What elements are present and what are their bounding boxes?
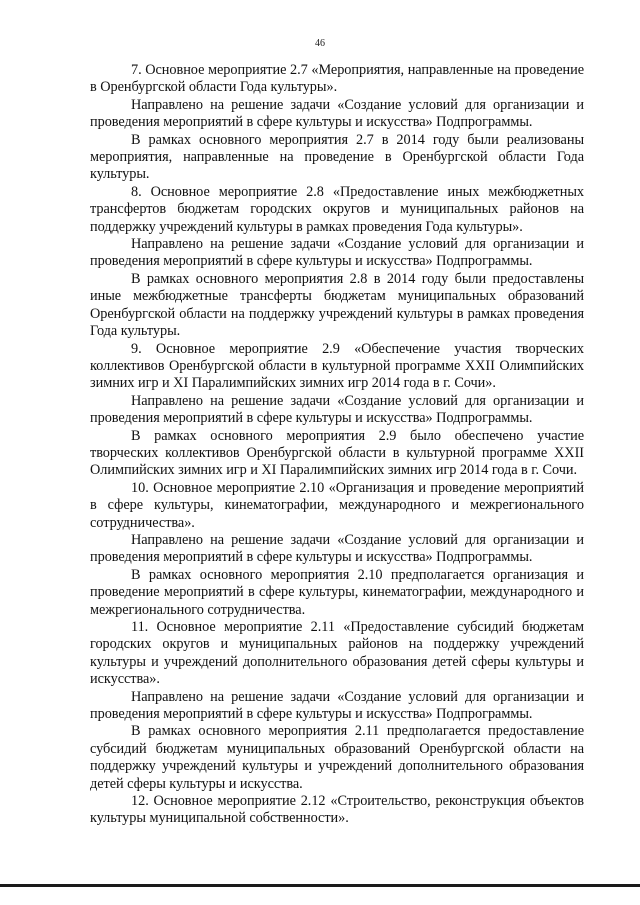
paragraph-item-9-heading: 9. Основное мероприятие 2.9 «Обеспечение участия творческих коллективов Оренбургской области в культурной программе XXII Олимпийских зимних игр и XI Паралимпийских зимних игр 2014 года в г. Сочи».	[90, 340, 584, 392]
document-body	[90, 62, 584, 828]
paragraph-item-7-heading: 7. Основное мероприятие 2.7 «Мероприятия, направленные на проведение в Оренбургской области Года культуры».	[90, 62, 584, 96]
paragraph-item-8-heading: 8. Основное мероприятие 2.8 «Предоставление иных межбюджетных трансфертов бюджетам городских округов и муниципальных районов на поддержку учреждений культуры в рамках проведения Года культуры».	[90, 183, 584, 235]
paragraph-task: Направлено на решение задачи «Создание условий для организации и проведения мероприятий в сфере культуры и искусства» Подпрограммы.	[90, 688, 584, 723]
paragraph-result: В рамках основного мероприятия 2.11 предполагается предоставление субсидий бюджетам муниципальных образований Оренбургской области на поддержку учреждений культуры и учреждений дополнительного образования детей сферы культуры и искусства.	[90, 723, 584, 792]
paragraph-result: В рамках основного мероприятия 2.10 предполагается организация и проведение мероприятий в сфере культуры, кинематографии, международного и межрегионального сотрудничества.	[90, 566, 584, 618]
paragraph-task: Направлено на решение задачи «Создание условий для организации и проведения мероприятий в сфере культуры и искусства» Подпрограммы.	[90, 96, 584, 131]
bottom-scan-edge	[0, 884, 640, 887]
paragraph-item-10-heading: 10. Основное мероприятие 2.10 «Организация и проведение мероприятий в сфере культуры, кинематографии, международного и межрегионального сотрудничества».	[90, 479, 584, 531]
page-number: 46	[315, 38, 325, 49]
paragraph-result: В рамках основного мероприятия 2.9 было обеспечено участие творческих коллективов Оренбургской области в культурной программе XXII Олимпийских зимних игр и XI Паралимпийских зимних игр 2014 года в г. Сочи.	[90, 427, 584, 479]
paragraph-item-11-heading: 11. Основное мероприятие 2.11 «Предоставление субсидий бюджетам городских округов и муниципальных районов на поддержку учреждений культуры и учреждений дополнительного образования детей сферы культуры и искусства».	[90, 619, 584, 688]
paragraph-task: Направлено на решение задачи «Создание условий для организации и проведения мероприятий в сфере культуры и искусства» Подпрограммы.	[90, 236, 584, 270]
paragraph-task: Направлено на решение задачи «Создание условий для организации и проведения мероприятий в сфере культуры и искусства» Подпрограммы.	[90, 531, 584, 566]
paragraph-task: Направлено на решение задачи «Создание условий для организации и проведения мероприятий в сфере культуры и искусства» Подпрограммы.	[90, 392, 584, 427]
paragraph-item-12-heading: 12. Основное мероприятие 2.12 «Строительство, реконструкция объектов культуры муниципальной собственности».	[90, 793, 584, 827]
paragraph-result: В рамках основного мероприятия 2.8 в 2014 году были предоставлены иные межбюджетные трансферты бюджетам муниципальных образований Оренбургской области на поддержку учреждений культуры в рамках проведения Года культуры.	[90, 270, 584, 340]
paragraph-result: В рамках основного мероприятия 2.7 в 2014 году были реализованы мероприятия, направленные на проведение в Оренбургской области Года культуры.	[90, 131, 584, 183]
